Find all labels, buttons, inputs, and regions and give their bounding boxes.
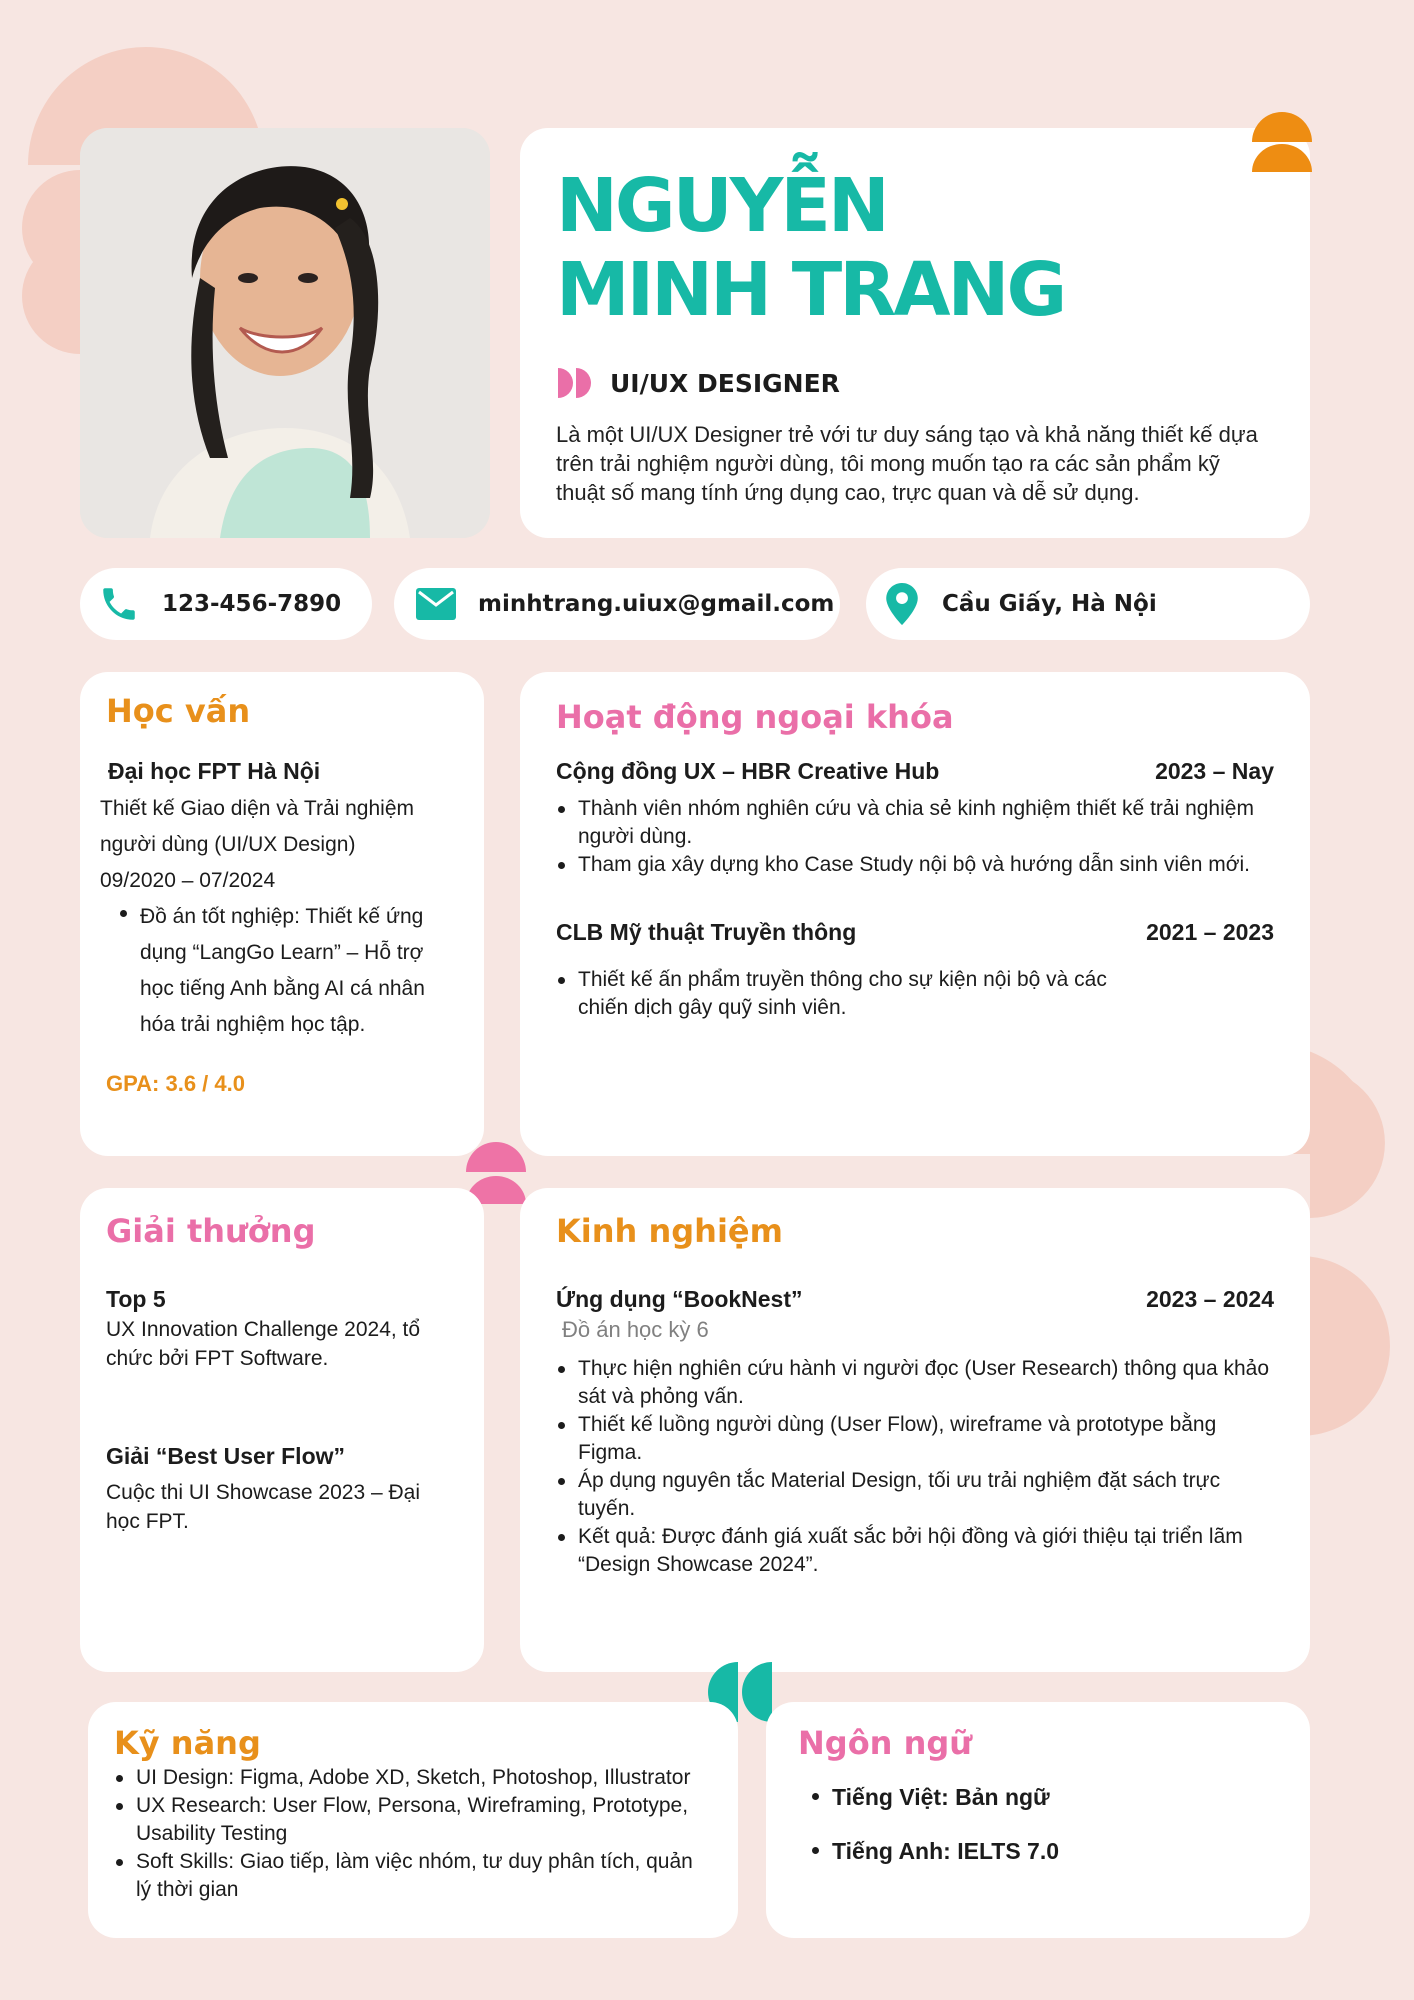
- activities-title: Hoạt động ngoại khóa: [556, 698, 954, 736]
- education-bullets: [118, 899, 460, 1043]
- list-item: Kết quả: Được đánh giá xuất sắc bởi hội đồng và giới thiệu tại triển lãm “Design Showcase 2024”.: [556, 1523, 1274, 1579]
- activity-period: 2023 – Nay: [1155, 758, 1274, 784]
- list-item: Thiết kế ấn phẩm truyền thông cho sự kiện nội bộ và các chiến dịch gây quỹ sinh viên.: [556, 966, 1156, 1022]
- quote-marks-icon: [556, 366, 594, 400]
- award-name: Giải “Best User Flow”: [106, 1443, 346, 1469]
- experience-header: [556, 1286, 1274, 1313]
- list-item: Thực hiện nghiên cứu hành vi người đọc (User Research) thông qua khảo sát và phỏng vấn.: [556, 1355, 1274, 1411]
- experience-title: Kinh nghiệm: [556, 1212, 783, 1250]
- list-item: Soft Skills: Giao tiếp, làm việc nhóm, tư duy phân tích, quản lý thời gian: [114, 1848, 712, 1904]
- major: Thiết kế Giao diện và Trải nghiệm người dùng (UI/UX Design): [100, 797, 414, 856]
- activity-bullets: [556, 795, 1274, 879]
- activity-period: 2021 – 2023: [1146, 919, 1274, 945]
- map-pin-icon: [886, 583, 918, 625]
- list-item: UX Research: User Flow, Persona, Wireframing, Prototype, Usability Testing: [114, 1792, 712, 1848]
- gpa: GPA: 3.6 / 4.0: [106, 1071, 245, 1096]
- list-item: Thành viên nhóm nghiên cứu và chia sẻ kinh nghiệm thiết kế trải nghiệm người dùng.: [556, 795, 1274, 851]
- location-text: Cầu Giấy, Hà Nội: [942, 591, 1157, 617]
- name-second-line: MINH TRANG: [556, 247, 1065, 333]
- name-first-line: NGUYỄN: [556, 163, 887, 249]
- location-pill: [866, 568, 1310, 640]
- profile-summary: Là một UI/UX Designer trẻ với tư duy sáng tạo và khả năng thiết kế dựa trên trải nghiệm người dùng, tôi mong muốn tạo ra các sản phẩm kỹ thuật số mang tính ứng dụng cao, trực quan và dễ sử dụng.: [556, 422, 1258, 505]
- project-period: 2023 – 2024: [1146, 1286, 1274, 1312]
- role-row: [556, 366, 1274, 400]
- award-name: Top 5: [106, 1286, 166, 1312]
- list-item: Tiếng Việt: Bản ngữ: [810, 1782, 1278, 1812]
- email-pill: [394, 568, 840, 640]
- languages-title: Ngôn ngữ: [798, 1724, 973, 1762]
- list-item: Áp dụng nguyên tắc Material Design, tối ưu trải nghiệm đặt sách trực tuyến.: [556, 1467, 1274, 1523]
- award-desc: Cuộc thi UI Showcase 2023 – Đại học FPT.: [106, 1481, 421, 1533]
- deco-semicircle-right3: [1300, 1256, 1390, 1436]
- project-subtitle: Đồ án học kỳ 6: [562, 1317, 709, 1342]
- list-item: Tham gia xây dựng kho Case Study nội bộ và hướng dẫn sinh viên mới.: [556, 851, 1274, 879]
- activity-header: [556, 919, 1274, 946]
- awards-card: [80, 1188, 484, 1672]
- study-period: 09/2020 – 07/2024: [100, 869, 276, 892]
- activity-header: [556, 758, 1274, 785]
- skills-list: [114, 1764, 712, 1904]
- list-item: Thiết kế luồng người dùng (User Flow), wireframe và prototype bằng Figma.: [556, 1411, 1274, 1467]
- activity-org: CLB Mỹ thuật Truyền thông: [556, 919, 857, 945]
- project-name: Ứng dụng “BookNest”: [556, 1286, 803, 1312]
- skills-card: [88, 1702, 738, 1938]
- school-name: Đại học FPT Hà Nội: [108, 758, 321, 784]
- header-card: [520, 128, 1310, 538]
- mail-icon: [416, 588, 456, 620]
- activities-card: [520, 672, 1310, 1156]
- deco-orange-shapes: [1250, 110, 1314, 174]
- experience-bullets: [556, 1355, 1274, 1579]
- awards-title: Giải thưởng: [106, 1212, 316, 1250]
- phone-number[interactable]: 123-456-7890: [162, 591, 342, 617]
- skills-title: Kỹ năng: [114, 1724, 261, 1762]
- education-card: [80, 672, 484, 1156]
- phone-icon: [98, 583, 140, 625]
- list-item: Đồ án tốt nghiệp: Thiết kế ứng dụng “LangGo Learn” – Hỗ trợ học tiếng Anh bằng AI cá nhân hóa trải nghiệm học tập.: [118, 899, 460, 1043]
- list-item: UI Design: Figma, Adobe XD, Sketch, Photoshop, Illustrator: [114, 1764, 712, 1792]
- list-item: Tiếng Anh: IELTS 7.0: [810, 1836, 1278, 1866]
- languages-list: [810, 1782, 1278, 1866]
- job-title: UI/UX DESIGNER: [610, 368, 840, 398]
- email-address[interactable]: minhtrang.uiux@gmail.com: [478, 591, 835, 617]
- experience-card: [520, 1188, 1310, 1672]
- activity-bullets: [556, 966, 1156, 1022]
- phone-pill: [80, 568, 372, 640]
- profile-photo: [80, 128, 490, 538]
- languages-card: [766, 1702, 1310, 1938]
- education-title: Học vấn: [106, 692, 251, 730]
- award-desc: UX Innovation Challenge 2024, tổ chức bởi FPT Software.: [106, 1318, 421, 1370]
- activity-org: Cộng đồng UX – HBR Creative Hub: [556, 758, 940, 784]
